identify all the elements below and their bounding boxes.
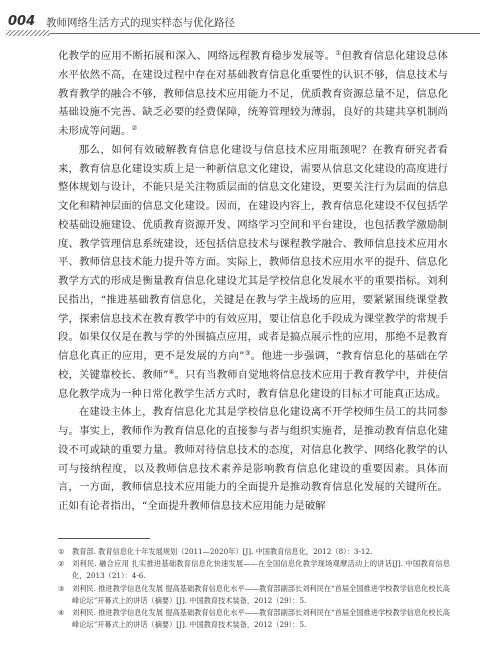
footnote-ref-1[interactable]: ①	[335, 49, 342, 57]
footnote-4	[58, 607, 450, 631]
footnote-mark: ④	[58, 608, 65, 618]
footnote-mark: ③	[58, 583, 65, 593]
footnote-text: 刘利民. 推进教学信息化发展 提高基础教育信息化水平——教育部副部长刘利民在“首届全国推进学校教学信息化校长高峰论坛”开幕式上的讲话（摘要）[J]. 中国教育技术装备，2012（29）：5.	[72, 583, 450, 605]
header-rule	[50, 33, 480, 34]
footnote-ref-2[interactable]: ②	[131, 124, 138, 132]
footnote-rule	[58, 538, 150, 539]
running-title: 教师网络生活方式的现实样态与优化路径	[46, 17, 235, 29]
footnote-3	[58, 583, 450, 607]
footnote-ref-3[interactable]: ③	[244, 349, 251, 357]
page-header	[0, 0, 483, 38]
paragraph-3: 在建设主体上，教育信息化尤其是学校信息化建设离不开学校师生员工的共同参与。事实上，教师作为教育信息化的直接参与者与组织实施者，是推动教育信息化建设不可或缺的重要力量。教师对待信息技术的态度，对信息化教学、网络化教学的认可与接纳程度，以及教师信息技术素养是影响教育信息化建设的重要因素。具体而言，一方面，教师信息技术应用能力的全面提升是推动教育信息化发展的关键所在。正如有论者指出，“全面提升教师信息技术应用能力是破解	[58, 406, 448, 512]
footnote-mark: ②	[58, 559, 65, 569]
header-hatch-decoration	[6, 30, 50, 36]
body-text	[58, 47, 448, 516]
paragraph-2: 那么，如何有效破解教育信息化建设与信息技术应用瓶颈呢？在教育研究者看来，教育信息化建设实质上是一种新信息文化建设，需要从信息文化建设的高度进行整体规划与设计，不能只是关注物质层面的信息文化建设，更要关注行为层面的信息文化和精神层面的信息文化建设。因而，在建设内容上，教育信息化建设不仅包括学校基础设施建设、优质教育资源开发、网络学习空间和平台建设，也包括教学激励制度、教学管理信息系统建设，还包括信息技术与课程教学融合、教师信息技术应用水平、教师信息技术能力提升等方面。实际上，教师信息技术应用水平的提升、信息化教学方式的形成是衡量教育信息化建设尤其是学校信息化发展水平的重要指标。刘利民指出，“推进基础教育信息化，关键是在教与学主战场的应用，要紧紧围绕课堂教学，探索信息技术在教育教学中的有效应用，要让信息化手段成为课堂教学的常规手段。如果仅仅是在教与学的外围搞点应用，或者是搞点展示性的应用，那绝不是教育信息化真正的应用，更不是发展的方向”③。他进一步强调，“教育信息化的基础在学校，关键靠校长、教师”④。只有当教师自觉地将信息技术应用于教育教学中，并使信息化教学成为一种日常化教学生活方式时，教育信息化建设的目标才可能真正达成。	[58, 143, 448, 400]
footnote-mark: ①	[58, 547, 65, 556]
footnote-ref-4[interactable]: ④	[168, 367, 175, 376]
footnote-1	[58, 546, 450, 558]
footnote-text: 刘利民. 融合应用 扎实推进基础教育信息化快速发展——在全国信息化教学现场观摩活动上的讲话[J]. 中国教育信息化，2013（21）：4-6.	[72, 559, 450, 581]
paragraph-1: 化教学的应用不断拓展和深入、网络远程教育稳步发展等。①但教育信息化建设总体水平依然不高，在建设过程中存在对基础教育信息化重要性的认识不够，信息技术与教育教学的融合不够，教师信息技术应用能力不足，优质教育资源总量不足，信息化基础设施不完善、缺乏必要的经费保障，统筹管理较为薄弱，良好的共建共享机制尚未形成等问题。②	[58, 49, 448, 137]
page-number: 004	[8, 14, 36, 29]
footnotes	[58, 546, 450, 631]
footnote-2	[58, 558, 450, 582]
footnote-text: 教育部. 教育信息化十年发展规划（2011—2020年）[J]. 中国教育信息化，2012（8）：3-12.	[72, 547, 373, 556]
footnote-text: 刘利民. 推进教学信息化发展 提高基础教育信息化水平——教育部副部长刘利民在“首届全国推进学校教学信息化校长高峰论坛”开幕式上的讲话（摘要）[J]. 中国教育技术装备，2012（29）：5.	[72, 608, 450, 630]
